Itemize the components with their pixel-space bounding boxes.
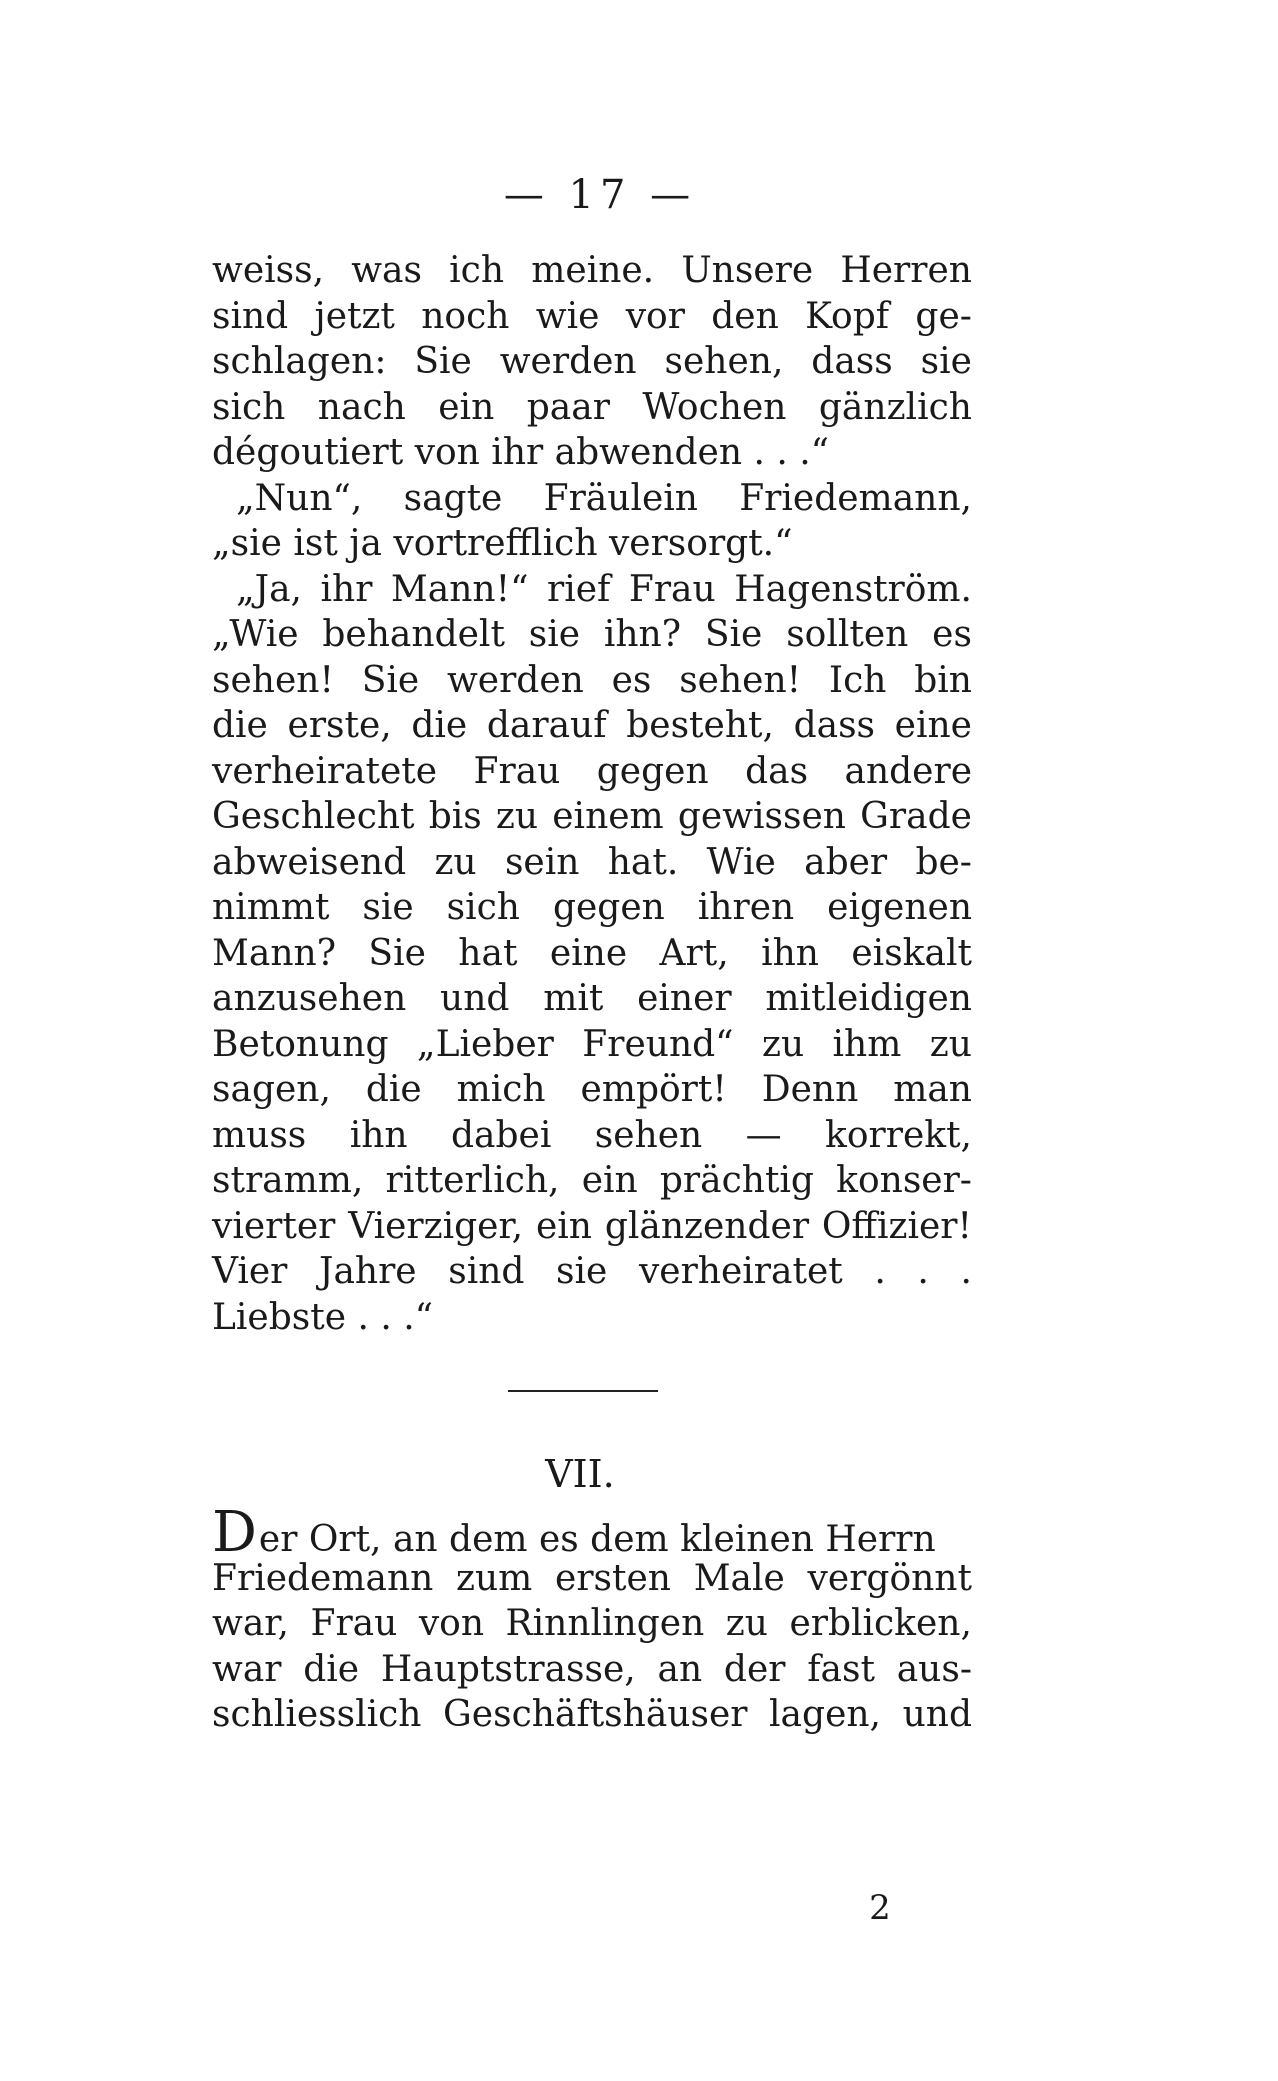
text-line (212, 1647, 972, 1693)
text-line (212, 1158, 972, 1204)
word: ihn (349, 1114, 408, 1156)
word: fast (807, 1648, 875, 1690)
word: man (893, 1069, 972, 1110)
word: dabei (450, 1114, 552, 1156)
word: erblicken, (789, 1603, 972, 1644)
word: sind (448, 1251, 525, 1292)
word: — (745, 1114, 782, 1156)
word: Grade (860, 796, 972, 837)
word: ein (438, 386, 495, 428)
word: sich (212, 386, 286, 428)
chapter-heading: VII. (545, 1452, 615, 1496)
signature-mark: 2 (869, 1888, 891, 1928)
text-line (212, 1601, 972, 1647)
word: schlagen: (212, 341, 387, 382)
word: sein (504, 841, 580, 883)
section-divider (508, 1390, 658, 1392)
word: be- (915, 841, 972, 883)
word: Wie (706, 841, 776, 883)
word: es (611, 659, 652, 701)
text-line (212, 840, 972, 886)
word: konser- (836, 1160, 972, 1201)
word: mitleidigen (765, 978, 972, 1019)
word: zu (434, 841, 477, 883)
word: und (440, 978, 510, 1019)
drop-cap: D (212, 1500, 257, 1565)
word: Fräulein (543, 477, 698, 519)
word: bin (914, 659, 972, 701)
text-line (212, 294, 972, 340)
word: Sie (414, 341, 472, 382)
word: stramm, (212, 1160, 364, 1201)
word: Ich (828, 659, 887, 701)
word: bis (428, 796, 482, 837)
word: darauf (486, 705, 607, 746)
word: Rinnlingen (505, 1603, 705, 1644)
text-line (212, 885, 972, 931)
word: „Ja, (236, 568, 302, 610)
word: mit (543, 978, 604, 1019)
word: Sie (704, 614, 763, 655)
word: an (657, 1648, 703, 1690)
word: zu (725, 1603, 768, 1644)
word: . (874, 1251, 886, 1292)
text-line (212, 1249, 972, 1295)
word: sie (556, 1251, 608, 1292)
word: sagen, (212, 1069, 331, 1110)
word: sehen (594, 1114, 703, 1156)
word: meine. (531, 250, 655, 291)
word: sollten (786, 614, 909, 655)
word: paar (526, 386, 610, 428)
word: muss (212, 1114, 307, 1156)
word: Frau (473, 750, 561, 792)
text-line: „sie ist ja vortrefflich versorgt.“ (212, 523, 793, 564)
word: sich (446, 887, 520, 928)
word: der (723, 1648, 786, 1690)
word: aber (804, 841, 888, 883)
word: „Lieber (416, 1023, 554, 1065)
word: Friedemann, (739, 477, 972, 519)
word: von (418, 1603, 485, 1644)
word: Art, (659, 932, 729, 974)
text-line (212, 476, 972, 522)
word: andere (844, 750, 972, 792)
word: ritterlich, (385, 1160, 560, 1201)
word: ihr (320, 568, 373, 610)
text-line (212, 794, 972, 840)
word: werden (446, 659, 584, 701)
word: ich (449, 250, 505, 291)
word: Hagenström. (734, 568, 972, 610)
word: sehen! (212, 659, 334, 701)
word: Unsere (681, 250, 814, 291)
word: gegen (596, 750, 709, 792)
word: mich (456, 1069, 546, 1110)
page-number-header: — 17 — (503, 172, 697, 218)
word: Frau (310, 1603, 398, 1644)
word: . (960, 1251, 972, 1292)
text-line (212, 1204, 972, 1250)
word: verheiratete (212, 750, 438, 792)
word: schliesslich (212, 1694, 422, 1735)
word: werden (499, 341, 637, 382)
word: ein (581, 1160, 638, 1201)
word: sie (528, 614, 581, 655)
word: vor (625, 295, 685, 337)
word: eine (549, 932, 628, 974)
word: wie (535, 295, 600, 337)
word: dass (811, 341, 893, 382)
word: die (365, 1069, 422, 1110)
word: Sie (368, 932, 426, 974)
word: hat (458, 932, 518, 974)
text-line (212, 1022, 972, 1068)
text-line (212, 1067, 972, 1113)
word: „Nun“, (236, 477, 363, 519)
word: Friedemann (212, 1557, 434, 1599)
word: Kopf (805, 295, 890, 337)
word: rief (547, 568, 611, 610)
word: erste, (287, 705, 392, 746)
text-line (212, 749, 972, 795)
word: sie (920, 341, 972, 382)
word: Hauptstrasse, (380, 1648, 636, 1690)
word: Denn (761, 1069, 859, 1110)
word: sehen, (664, 341, 784, 382)
text-line (212, 1113, 972, 1159)
word: prächtig (659, 1160, 814, 1201)
word: eigenen (827, 887, 972, 928)
word: Mann? (212, 932, 336, 974)
word: gegen (552, 887, 665, 928)
text-line (212, 931, 972, 977)
text-line (212, 567, 972, 613)
word: eiskalt (851, 932, 972, 974)
word: und (902, 1694, 972, 1735)
word: gänzlich (818, 386, 972, 428)
text-line: Liebste . . .“ (212, 1296, 434, 1338)
text-line (212, 248, 972, 294)
word: weiss, (212, 250, 325, 291)
word: ihn? (603, 614, 682, 655)
text-line: Der Ort, an dem es dem kleinen Herrn (212, 1500, 936, 1565)
word: nach (317, 386, 406, 428)
word: vergönnt (807, 1557, 972, 1599)
word: Herren (840, 250, 972, 291)
word: sehen! (679, 659, 802, 701)
text-line (212, 703, 972, 749)
word: ihn (761, 932, 819, 974)
word: Frau (628, 568, 716, 610)
word: sagte (403, 477, 503, 519)
word: abweisend (212, 841, 407, 883)
word: sind (212, 295, 289, 337)
word: jetzt (314, 295, 395, 337)
word: nimmt (212, 887, 330, 928)
word: die (212, 705, 268, 746)
text-block-chapter-opening (212, 1500, 972, 1738)
text-line: dégoutiert von ihr abwenden . . .“ (212, 432, 830, 473)
word: empört! (580, 1069, 727, 1110)
word: die (303, 1648, 360, 1690)
word: es (932, 614, 972, 655)
word: Sie (361, 659, 420, 701)
text-line (212, 1692, 972, 1738)
word: hat. (607, 841, 679, 883)
word: zum (456, 1557, 533, 1599)
word: Betonung (212, 1023, 389, 1065)
word: ersten (555, 1557, 671, 1599)
text-block-dialogue (212, 248, 972, 1340)
word: was (351, 250, 422, 291)
word: . (917, 1251, 929, 1292)
word: Geschlecht (212, 796, 415, 837)
word: Offizier! (821, 1205, 972, 1247)
word: noch (421, 295, 510, 337)
word: zu (495, 796, 539, 837)
word: zu (761, 1023, 805, 1065)
text-line (212, 658, 972, 704)
word: die (411, 705, 468, 746)
word: Jahre (319, 1251, 417, 1292)
word: lagen, (769, 1694, 882, 1735)
word: behandelt (322, 614, 505, 655)
word: sie (362, 887, 414, 928)
text-line (212, 976, 972, 1022)
word: war, (212, 1603, 289, 1644)
word: dass (793, 705, 876, 746)
word: anzusehen (212, 978, 407, 1019)
word: korrekt, (825, 1114, 972, 1156)
word: Male (693, 1557, 785, 1599)
word: ein (535, 1205, 592, 1247)
text-line (212, 612, 972, 658)
word: Geschäftshäuser (443, 1694, 748, 1735)
word: das (745, 750, 809, 792)
word: Freund“ (582, 1023, 734, 1065)
word: verheiratet (638, 1251, 843, 1292)
word: gewissen (677, 796, 846, 837)
word: den (711, 295, 779, 337)
word: Mann!“ (390, 568, 529, 610)
word: Wochen (642, 386, 787, 428)
word: ge- (915, 295, 972, 337)
word: ihren (697, 887, 795, 928)
word: war (212, 1648, 282, 1690)
word: eine (894, 705, 972, 746)
word: vierter (212, 1205, 336, 1247)
word: Vier (212, 1251, 288, 1292)
word: besteht, (626, 705, 774, 746)
text-line (212, 1556, 972, 1602)
word: aus- (896, 1648, 972, 1690)
word: ihm (832, 1023, 902, 1065)
text-line (212, 385, 972, 431)
word: glänzender (604, 1205, 810, 1247)
word: „Wie (212, 614, 299, 655)
word: Vierziger, (348, 1205, 524, 1247)
word: zu (929, 1023, 972, 1065)
text-line (212, 339, 972, 385)
word: einer (637, 978, 732, 1019)
word: einem (552, 796, 664, 837)
